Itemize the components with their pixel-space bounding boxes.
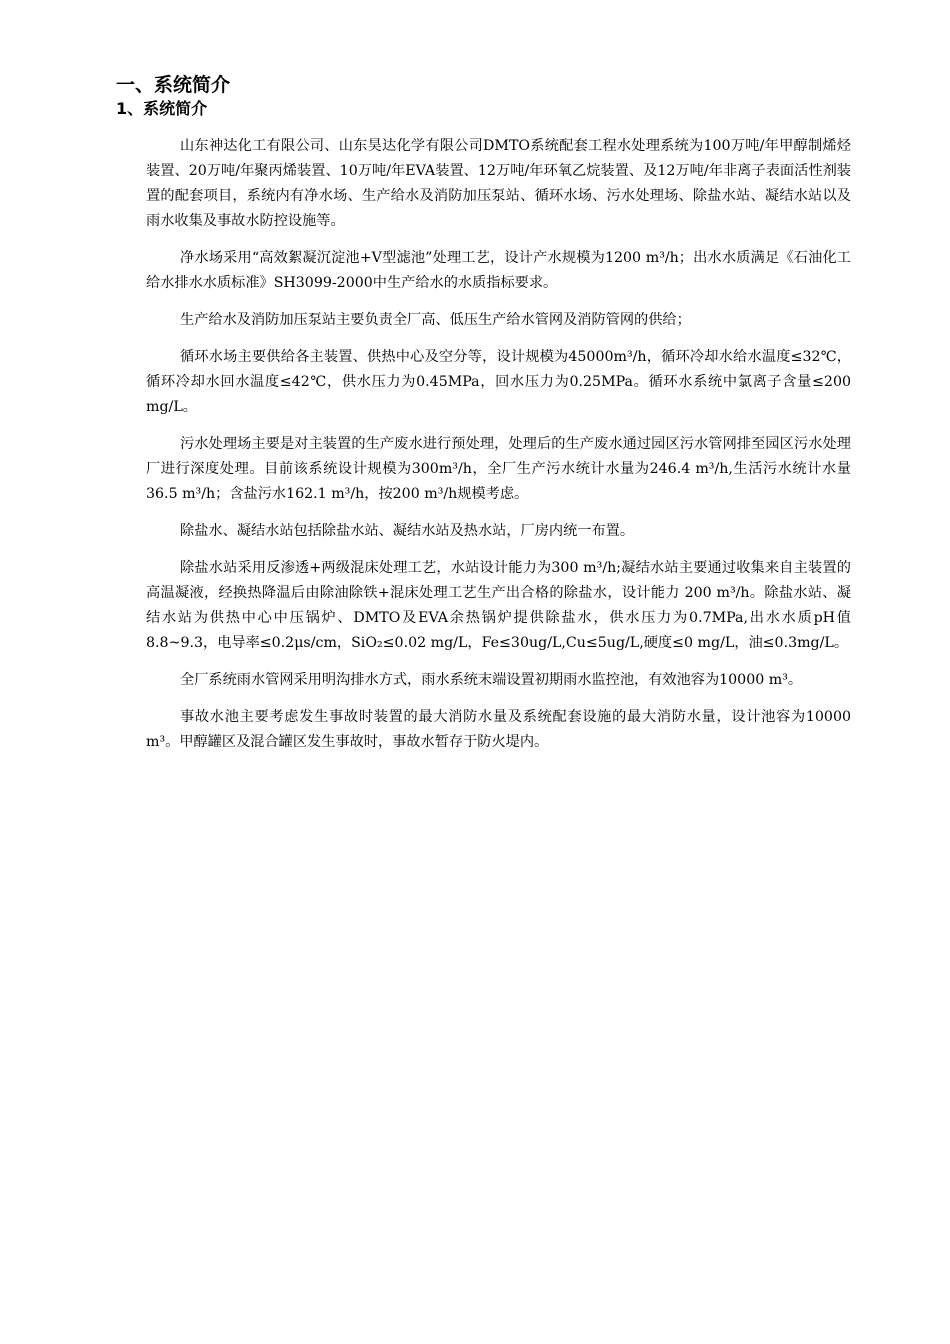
paragraph-pump-station: 生产给水及消防加压泵站主要负责全厂高、低压生产给水管网及消防管网的供给； (180, 312, 691, 328)
paragraph-water-purification: 净水场采用“高效絮凝沉淀池+V型滤池”处理工艺，设计产水规模为1200 m³/h；出水水质满足《石油化工给水排水水质标准》SH3099-2000中生产给水的水质指标要求。 (146, 250, 851, 291)
document-body (146, 134, 851, 767)
paragraph-circulating-water: 循环水场主要供给各主装置、供热中心及空分等，设计规模为45000m³/h，循环冷却水给水温度≤32℃，循环冷却水回水温度≤42℃，供水压力为0.45MPa，回水压力为0.25MPa。循环水系统中氯离子含量≤200 mg/L。 (146, 349, 851, 415)
paragraph-accident-pool: 事故水池主要考虑发生事故时装置的最大消防水量及系统配套设施的最大消防水量，设计池容为10000 m³。甲醇罐区及混合罐区发生事故时，事故水暂存于防火堤内。 (146, 709, 851, 750)
paragraph-desalinated-water-intro: 除盐水、凝结水站包括除盐水站、凝结水站及热水站，厂房内统一布置。 (180, 523, 635, 539)
subsection-heading: 1、系统简介 (116, 99, 208, 118)
paragraph-overview: 山东神达化工有限公司、山东昊达化学有限公司DMTO系统配套工程水处理系统为100万吨/年甲醇制烯烃装置、20万吨/年聚丙烯装置、10万吨/年EVA装置、12万吨/年环氧乙烷装置、及12万吨/年非离子表面活性剂装置的配套项目，系统内有净水场、生产给水及消防加压泵站、循环水场、污水处理场、除盐水站、凝结水站以及雨水收集及事故水防控设施等。 (146, 138, 851, 229)
paragraph-rainwater: 全厂系统雨水管网采用明沟排水方式，雨水系统末端设置初期雨水监控池，有效池容为10000 m³。 (180, 672, 803, 688)
paragraph-wastewater: 污水处理场主要是对主装置的生产废水进行预处理，处理后的生产废水通过园区污水管网排至园区污水处理厂进行深度处理。目前该系统设计规模为300m³/h，全厂生产污水统计水量为246.4 m³/h,生活污水统计水量36.5 m³/h；含盐污水162.1 m³/h，按200 m³/h规模考虑。 (146, 436, 851, 502)
section-heading: 一、系统简介 (116, 74, 231, 96)
paragraph-desalinated-water-station: 除盐水站采用反渗透+两级混床处理工艺，水站设计能力为300 m³/h;凝结水站主要通过收集来自主装置的高温凝液，经换热降温后由除油除铁+混床处理工艺生产出合格的除盐水，设计能力 200 m³/h。除盐水站、凝结水站为供热中心中压锅炉、DMTO及EVA余热锅炉提供除盐水，供水压力为0.7MPa,出水水质pH值8.8~9.3，电导率≤0.2μs/cm，SiO₂≤0.02 mg/L，Fe≤30ug/L,Cu≤5ug/L,硬度≤0 mg/L，油≤0.3mg/L。 (146, 560, 851, 651)
